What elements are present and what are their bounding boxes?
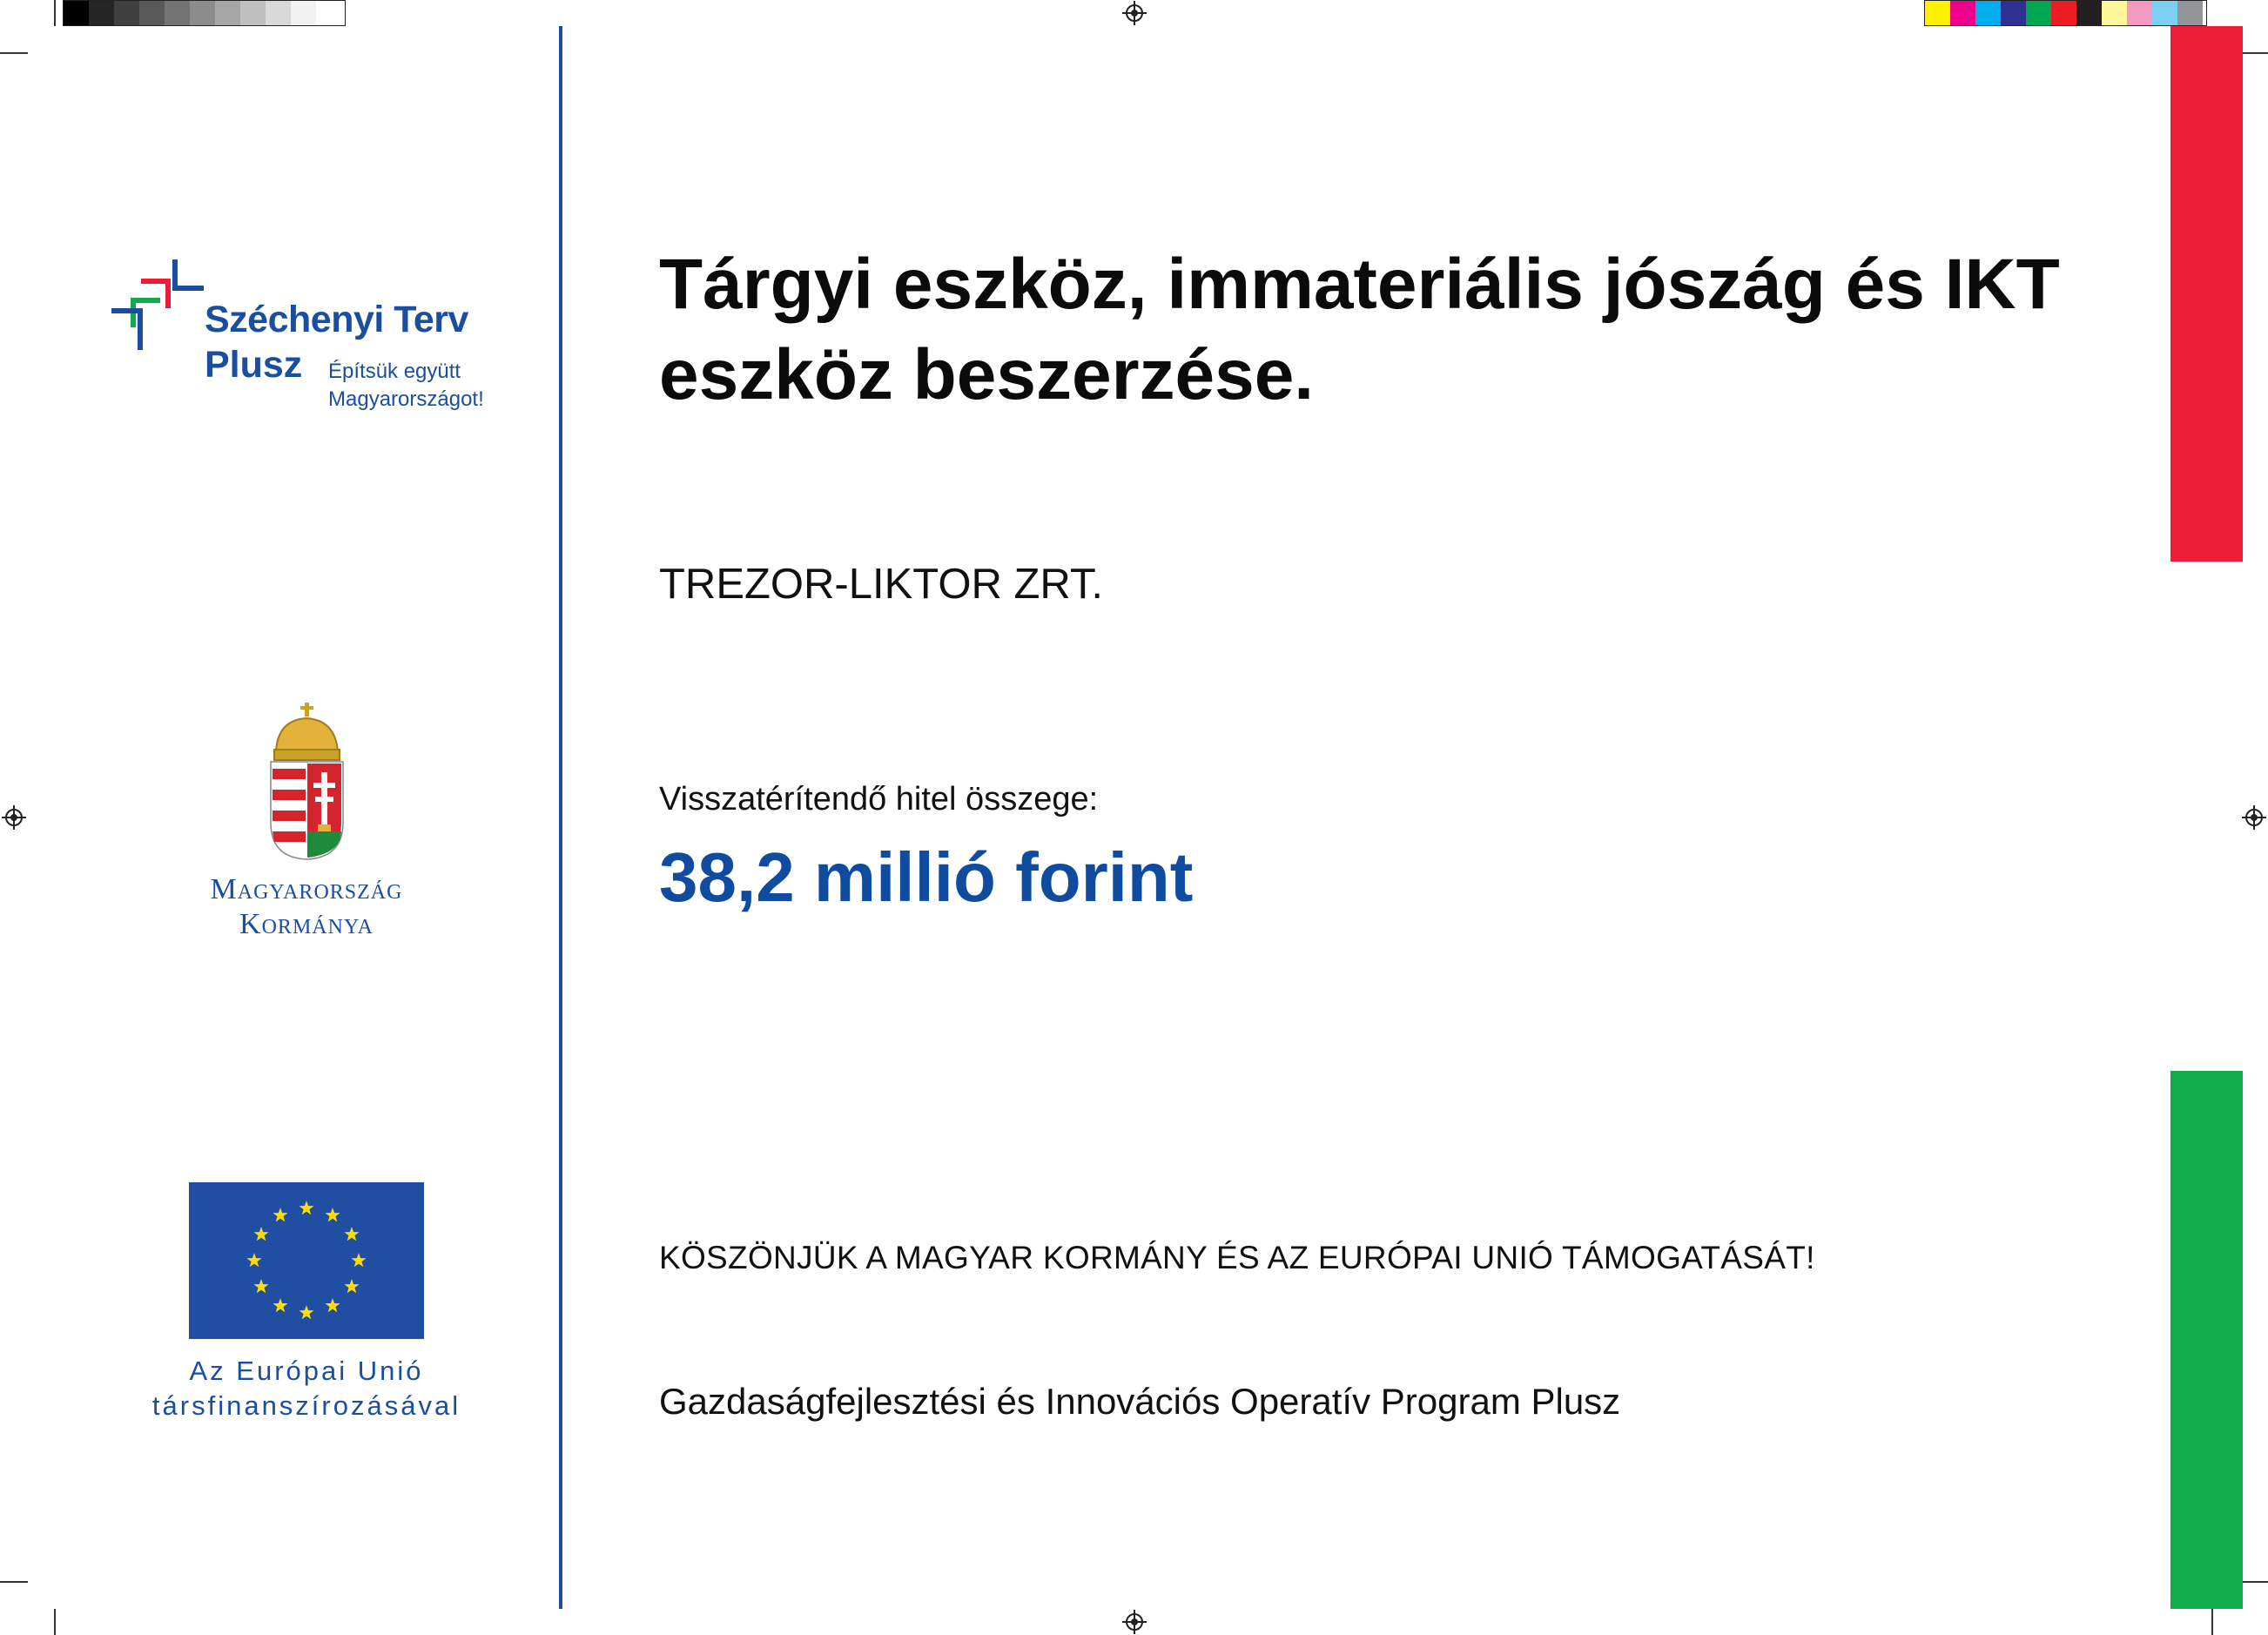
color-calibration-strip (1924, 0, 2207, 26)
calibration-swatch (2076, 1, 2102, 25)
eu-star-icon (344, 1279, 359, 1293)
thanks-statement: KÖSZÖNJÜK A MAGYAR KORMÁNY ÉS AZ EURÓPAI UNIÓ TÁMOGATÁSÁT! (659, 1240, 1815, 1275)
calibration-swatch (240, 1, 266, 25)
crop-mark (2211, 1609, 2213, 1635)
government-line2: Kormánya (239, 908, 374, 940)
calibration-swatch (190, 1, 215, 25)
crop-mark (54, 1609, 56, 1635)
eu-star-icon (273, 1298, 287, 1312)
calibration-swatch (2026, 1, 2051, 25)
eu-star-icon (273, 1208, 287, 1221)
red-flag-bar (2170, 26, 2243, 562)
calibration-swatch (266, 1, 291, 25)
szechenyi-slogan-line1: Építsük együtt (328, 360, 461, 383)
eu-star-icon (246, 1253, 261, 1267)
calibration-swatch (215, 1, 240, 25)
registration-mark-icon (2245, 809, 2263, 826)
eu-star-icon (325, 1298, 340, 1312)
eu-line2: társfinanszírozásával (151, 1390, 461, 1421)
crop-mark (2240, 1581, 2268, 1583)
beneficiary-company: TREZOR-LIKTOR ZRT. (659, 561, 1104, 608)
eu-flag-icon (189, 1182, 424, 1339)
szechenyi-title: Széchenyi Terv (205, 299, 468, 340)
program-name: Gazdaságfejlesztési és Innovációs Operatív Program Plusz (659, 1381, 1621, 1422)
calibration-swatch (139, 1, 165, 25)
eu-line1: Az Európai Unió (189, 1356, 424, 1386)
eu-star-icon (299, 1201, 313, 1214)
calibration-swatch (2177, 1, 2203, 25)
loan-amount-value: 38,2 millió forint (659, 838, 1194, 916)
crop-mark (0, 52, 28, 54)
eu-stars (189, 1182, 424, 1339)
gray-calibration-strip (63, 0, 346, 26)
eu-star-icon (351, 1253, 366, 1267)
calibration-swatch (2001, 1, 2026, 25)
project-headline: Tárgyi eszköz, immateriális jószág és IKT eszköz beszerzése. (659, 245, 2060, 414)
calibration-swatch (291, 1, 316, 25)
eu-star-icon (253, 1227, 268, 1241)
calibration-swatch (1975, 1, 2001, 25)
szechenyi-cross-icon (111, 259, 209, 357)
crop-mark (0, 1581, 28, 1583)
crop-mark (2240, 52, 2268, 54)
calibration-swatch (114, 1, 139, 25)
szechenyi-slogan-line2: Magyarországot! (328, 387, 484, 411)
calibration-swatch (89, 1, 114, 25)
calibration-swatch (2051, 1, 2076, 25)
green-flag-bar (2170, 1071, 2243, 1609)
calibration-swatch (64, 1, 89, 25)
registration-mark-icon (5, 809, 23, 826)
eu-star-icon (299, 1305, 313, 1319)
calibration-swatch (2152, 1, 2177, 25)
government-line1: Magyarország (210, 873, 403, 905)
calibration-swatch (316, 1, 341, 25)
crop-mark (54, 0, 56, 26)
registration-mark-icon (1126, 4, 1143, 22)
eu-star-icon (344, 1227, 359, 1241)
eu-star-icon (325, 1208, 340, 1221)
loan-amount-label: Visszatérítendő hitel összege: (659, 781, 1099, 818)
eu-star-icon (253, 1279, 268, 1293)
calibration-swatch (2127, 1, 2152, 25)
calibration-swatch (1925, 1, 1950, 25)
registration-mark-icon (1126, 1613, 1143, 1631)
vertical-divider (559, 26, 562, 1609)
szechenyi-plus: Plusz (205, 344, 303, 386)
calibration-swatch (1950, 1, 1975, 25)
calibration-swatch (2102, 1, 2127, 25)
hungarian-coat-of-arms-icon (266, 701, 348, 862)
calibration-swatch (165, 1, 190, 25)
